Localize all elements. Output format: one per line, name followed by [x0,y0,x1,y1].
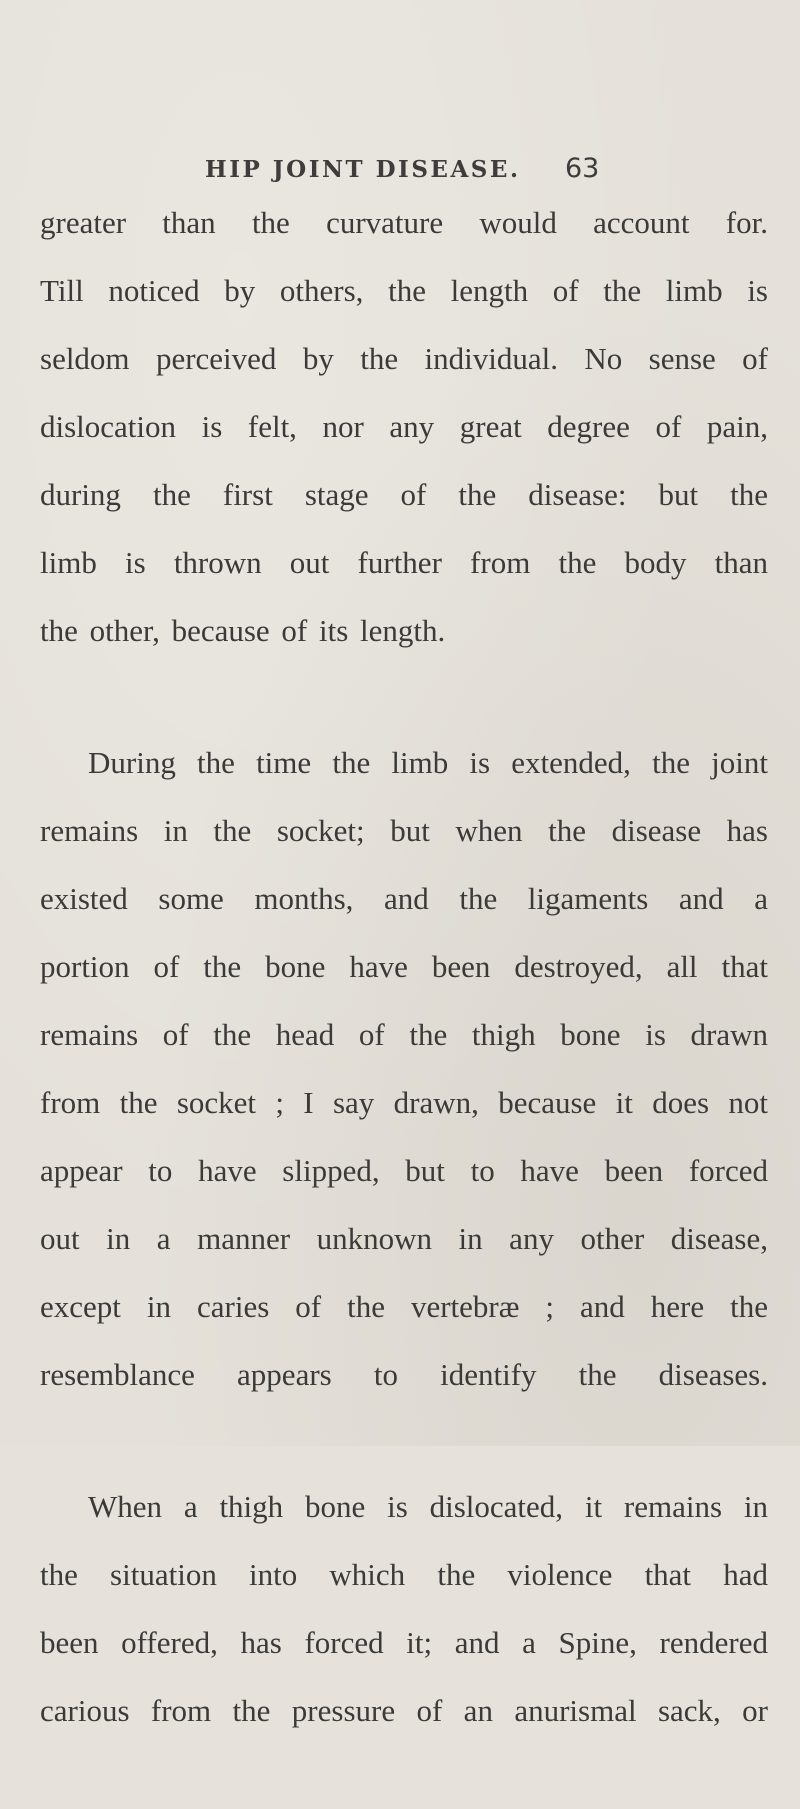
page-header [0,153,800,192]
text-line: dislocation is felt, nor any great degree of pain, [40,409,768,444]
text-line: seldom perceived by the individual. No sense of [40,341,768,376]
text-line: When a thigh bone is dislocated, it remains in [88,1489,768,1524]
text-line: existed some months, and the ligaments and a [40,881,768,916]
body-text [40,189,768,1809]
text-line: out in a manner unknown in any other disease, [40,1221,768,1256]
text-line: During the time the limb is extended, the joint [88,745,768,780]
text-line: except in caries of the vertebræ ; and here the [40,1289,768,1324]
running-title: HIP JOINT DISEASE. [205,156,521,183]
paragraph-3 [40,1473,768,1745]
text-line: the other, because of its length. [40,613,446,648]
text-line: Till noticed by others, the length of the limb is [40,273,768,308]
text-line: appear to have slipped, but to have been forced [40,1153,768,1188]
text-line: remains in the socket; but when the disease has [40,813,768,848]
text-line: greater than the curvature would account for. [40,205,768,240]
paragraph-1 [40,189,768,665]
page-number: 63 [565,153,600,184]
text-line: remains of the head of the thigh bone is drawn [40,1017,768,1052]
text-line: from the socket ; I say drawn, because it does not [40,1085,768,1120]
text-line: carious from the pressure of an anurismal sack, or [40,1693,768,1728]
text-line: resemblance appears to identify the diseases. [40,1357,768,1392]
text-line: portion of the bone have been destroyed, all that [40,949,768,984]
text-line: limb is thrown out further from the body than [40,545,768,580]
text-line: during the first stage of the disease: but the [40,477,768,512]
text-line: been offered, has forced it; and a Spine, rendered [40,1625,768,1660]
paragraph-2 [40,729,768,1409]
text-line: the situation into which the violence that had [40,1557,768,1592]
